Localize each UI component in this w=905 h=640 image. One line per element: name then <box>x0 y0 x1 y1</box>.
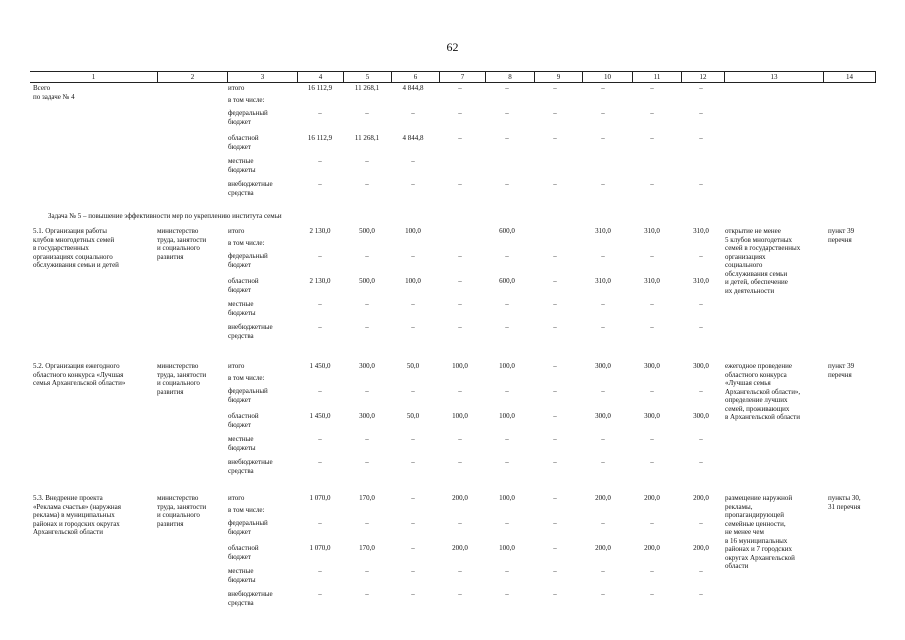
value-cell: – <box>411 435 415 443</box>
value-cell: – <box>505 300 509 308</box>
value-cell: – <box>699 458 703 466</box>
value-cell: – <box>699 567 703 575</box>
funding-source: местные бюджеты <box>228 435 256 452</box>
value-cell: – <box>505 567 509 575</box>
value-cell: 11 268,1 <box>354 84 380 92</box>
value-cell: 310,0 <box>595 277 611 285</box>
value-cell: 200,0 <box>644 494 660 502</box>
value-cell: 100,0 <box>452 362 468 370</box>
value-cell: – <box>318 109 322 117</box>
value-cell: – <box>365 590 369 598</box>
value-cell: 2 130,0 <box>309 227 331 235</box>
value-cell: – <box>458 458 462 466</box>
funding-source: внебюджетные средства <box>228 590 273 607</box>
value-cell: – <box>458 567 462 575</box>
value-cell: 300,0 <box>359 362 375 370</box>
value-cell: – <box>601 109 605 117</box>
value-cell: 310,0 <box>693 227 709 235</box>
value-cell: 500,0 <box>359 227 375 235</box>
funding-source: итого <box>228 494 245 502</box>
value-cell: – <box>650 134 654 142</box>
value-cell: 16 112,9 <box>307 134 333 142</box>
header-cell: 8 <box>485 72 534 82</box>
value-cell: – <box>553 134 557 142</box>
value-cell: – <box>365 157 369 165</box>
value-cell: – <box>458 134 462 142</box>
value-cell: – <box>553 544 557 552</box>
value-cell: 300,0 <box>644 412 660 420</box>
value-cell: – <box>505 387 509 395</box>
measure-name: 5.3. Внедрение проекта «Реклама счастья» (наружная реклама) в муниципальных районах и городских округах Архангельской области <box>33 494 121 536</box>
funding-source: внебюджетные средства <box>228 458 273 475</box>
value-cell: – <box>318 435 322 443</box>
funding-source: в том числе: <box>228 96 265 104</box>
funding-source: итого <box>228 84 245 92</box>
value-cell: – <box>318 387 322 395</box>
reference: пункт 39 перечня <box>828 227 855 244</box>
value-cell: 170,0 <box>359 544 375 552</box>
value-cell: 4 844,8 <box>402 84 424 92</box>
value-cell: – <box>699 300 703 308</box>
value-cell: – <box>650 435 654 443</box>
page-number: 62 <box>446 40 459 54</box>
value-cell: – <box>650 458 654 466</box>
funding-source: внебюджетные средства <box>228 323 273 340</box>
header-cell: 12 <box>681 72 724 82</box>
executor: министерство труда, занятости и социального развития <box>157 362 207 396</box>
value-cell: 16 112,9 <box>307 84 333 92</box>
executor: министерство труда, занятости и социального развития <box>157 227 207 261</box>
value-cell: – <box>318 323 322 331</box>
value-cell: – <box>365 300 369 308</box>
value-cell: – <box>553 323 557 331</box>
value-cell: – <box>699 180 703 188</box>
value-cell: – <box>650 323 654 331</box>
value-cell: – <box>553 109 557 117</box>
value-cell: – <box>505 134 509 142</box>
value-cell: – <box>458 387 462 395</box>
value-cell: – <box>601 519 605 527</box>
value-cell: 300,0 <box>595 362 611 370</box>
value-cell: – <box>318 567 322 575</box>
value-cell: 200,0 <box>595 544 611 552</box>
funding-source: местные бюджеты <box>228 300 256 317</box>
value-cell: – <box>553 277 557 285</box>
value-cell: – <box>650 84 654 92</box>
value-cell: – <box>505 323 509 331</box>
value-cell: 300,0 <box>644 362 660 370</box>
value-cell: 310,0 <box>644 277 660 285</box>
value-cell: – <box>553 435 557 443</box>
value-cell: 300,0 <box>693 412 709 420</box>
value-cell: 100,0 <box>405 277 421 285</box>
value-cell: – <box>553 387 557 395</box>
value-cell: – <box>411 458 415 466</box>
reference: пункт 39 перечня <box>828 362 855 379</box>
value-cell: 300,0 <box>693 362 709 370</box>
value-cell: 11 268,1 <box>354 134 380 142</box>
value-cell: – <box>553 519 557 527</box>
value-cell: – <box>601 458 605 466</box>
value-cell: – <box>650 567 654 575</box>
value-cell: 300,0 <box>359 412 375 420</box>
value-cell: – <box>601 134 605 142</box>
header-cell: 14 <box>823 72 876 82</box>
value-cell: – <box>411 494 415 502</box>
value-cell: – <box>505 252 509 260</box>
value-cell: – <box>553 84 557 92</box>
value-cell: – <box>553 494 557 502</box>
expected-result: ежегодное проведение областного конкурса «Лучшая семья Архангельской области», определение лучших семей, проживающих в Архангельской области <box>725 362 801 421</box>
value-cell: 100,0 <box>452 412 468 420</box>
value-cell: – <box>505 458 509 466</box>
header-cell: 7 <box>439 72 485 82</box>
value-cell: – <box>601 180 605 188</box>
value-cell: – <box>318 300 322 308</box>
value-cell: – <box>365 519 369 527</box>
value-cell: – <box>365 387 369 395</box>
value-cell: – <box>601 323 605 331</box>
expected-result: открытие не менее 5 клубов многодетных семей в государственных организациях социального обслуживания семьи и детей, обеспечение их деятельности <box>725 227 801 295</box>
value-cell: 1 450,0 <box>309 362 331 370</box>
expected-result: размещение наружной рекламы, пропагандирующей семейные ценности, не менее чем в 16 муниципальных районах и 7 городских округах Архангельской области <box>725 494 795 570</box>
header-cell: 3 <box>227 72 297 82</box>
header-cell: 2 <box>157 72 227 82</box>
value-cell: – <box>411 590 415 598</box>
value-cell: – <box>411 519 415 527</box>
value-cell: 4 844,8 <box>402 134 424 142</box>
task-5-title: Задача № 5 – повышение эффективности мер по укреплению института семьи <box>48 212 282 220</box>
value-cell: – <box>318 252 322 260</box>
value-cell: 310,0 <box>693 277 709 285</box>
value-cell: – <box>699 252 703 260</box>
value-cell: – <box>365 458 369 466</box>
value-cell: – <box>699 387 703 395</box>
value-cell: 200,0 <box>452 544 468 552</box>
value-cell: – <box>699 84 703 92</box>
measure-name: Всего по задаче № 4 <box>33 84 75 101</box>
value-cell: – <box>650 519 654 527</box>
value-cell: – <box>553 458 557 466</box>
value-cell: – <box>318 458 322 466</box>
value-cell: 100,0 <box>499 362 515 370</box>
value-cell: – <box>318 157 322 165</box>
value-cell: 1 070,0 <box>309 544 331 552</box>
value-cell: – <box>505 435 509 443</box>
value-cell: – <box>411 567 415 575</box>
value-cell: – <box>318 180 322 188</box>
value-cell: 100,0 <box>499 494 515 502</box>
table-header <box>30 71 876 83</box>
value-cell: – <box>553 590 557 598</box>
value-cell: – <box>553 362 557 370</box>
value-cell: – <box>458 590 462 598</box>
value-cell: 600,0 <box>499 227 515 235</box>
value-cell: – <box>411 252 415 260</box>
value-cell: – <box>699 323 703 331</box>
value-cell: – <box>505 590 509 598</box>
value-cell: – <box>505 109 509 117</box>
value-cell: – <box>458 84 462 92</box>
value-cell: – <box>601 435 605 443</box>
header-cell: 1 <box>91 73 96 81</box>
value-cell: 100,0 <box>499 412 515 420</box>
funding-source: местные бюджеты <box>228 157 256 174</box>
funding-source: областной бюджет <box>228 134 259 151</box>
value-cell: – <box>650 590 654 598</box>
value-cell: – <box>365 180 369 188</box>
value-cell: – <box>458 435 462 443</box>
reference: пункты 30, 31 перечня <box>828 494 861 511</box>
executor: министерство труда, занятости и социального развития <box>157 494 207 528</box>
value-cell: 200,0 <box>595 494 611 502</box>
value-cell: – <box>458 519 462 527</box>
value-cell: 200,0 <box>644 544 660 552</box>
value-cell: – <box>699 435 703 443</box>
value-cell: – <box>650 180 654 188</box>
value-cell: – <box>458 323 462 331</box>
value-cell: 600,0 <box>499 277 515 285</box>
value-cell: – <box>365 567 369 575</box>
value-cell: – <box>411 323 415 331</box>
funding-source: федеральный бюджет <box>228 387 268 404</box>
value-cell: – <box>699 590 703 598</box>
funding-source: федеральный бюджет <box>228 109 268 126</box>
value-cell: – <box>411 544 415 552</box>
value-cell: 100,0 <box>405 227 421 235</box>
value-cell: – <box>650 387 654 395</box>
value-cell: – <box>699 109 703 117</box>
value-cell: – <box>318 590 322 598</box>
value-cell: – <box>458 109 462 117</box>
funding-source: внебюджетные средства <box>228 180 273 197</box>
header-cell: 5 <box>343 72 391 82</box>
value-cell: 300,0 <box>595 412 611 420</box>
value-cell: – <box>411 180 415 188</box>
value-cell: 200,0 <box>693 544 709 552</box>
value-cell: – <box>650 109 654 117</box>
value-cell: – <box>553 252 557 260</box>
value-cell: – <box>601 567 605 575</box>
value-cell: – <box>318 519 322 527</box>
value-cell: – <box>365 109 369 117</box>
value-cell: – <box>365 435 369 443</box>
value-cell: – <box>601 590 605 598</box>
measure-name: 5.2. Организация ежегодного областного конкурса «Лучшая семья Архангельской области» <box>33 362 126 387</box>
value-cell: – <box>553 180 557 188</box>
funding-source: в том числе: <box>228 506 265 514</box>
value-cell: 200,0 <box>452 494 468 502</box>
value-cell: – <box>411 157 415 165</box>
value-cell: – <box>553 567 557 575</box>
funding-source: областной бюджет <box>228 412 259 429</box>
value-cell: 310,0 <box>595 227 611 235</box>
value-cell: – <box>553 300 557 308</box>
value-cell: – <box>411 109 415 117</box>
value-cell: 50,0 <box>406 362 420 370</box>
value-cell: 2 130,0 <box>309 277 331 285</box>
value-cell: 500,0 <box>359 277 375 285</box>
value-cell: – <box>505 84 509 92</box>
value-cell: 1 450,0 <box>309 412 331 420</box>
funding-source: в том числе: <box>228 239 265 247</box>
value-cell: – <box>365 323 369 331</box>
value-cell: 310,0 <box>644 227 660 235</box>
value-cell: – <box>411 387 415 395</box>
value-cell: – <box>699 519 703 527</box>
header-cell: 10 <box>582 72 632 82</box>
value-cell: – <box>601 84 605 92</box>
funding-source: федеральный бюджет <box>228 252 268 269</box>
value-cell: 1 070,0 <box>309 494 331 502</box>
value-cell: – <box>650 252 654 260</box>
value-cell: – <box>365 252 369 260</box>
funding-source: федеральный бюджет <box>228 519 268 536</box>
value-cell: – <box>601 300 605 308</box>
value-cell: – <box>650 300 654 308</box>
funding-source: областной бюджет <box>228 544 259 561</box>
funding-source: итого <box>228 362 245 370</box>
value-cell: – <box>458 277 462 285</box>
funding-source: итого <box>228 227 245 235</box>
funding-source: в том числе: <box>228 374 265 382</box>
funding-source: местные бюджеты <box>228 567 256 584</box>
value-cell: 170,0 <box>359 494 375 502</box>
header-cell: 9 <box>534 72 582 82</box>
value-cell: – <box>411 300 415 308</box>
header-cell: 6 <box>391 72 439 82</box>
header-cell: 11 <box>632 72 681 82</box>
value-cell: – <box>458 180 462 188</box>
value-cell: – <box>458 252 462 260</box>
value-cell: 50,0 <box>406 412 420 420</box>
value-cell: – <box>505 519 509 527</box>
funding-source: областной бюджет <box>228 277 259 294</box>
value-cell: 200,0 <box>693 494 709 502</box>
value-cell: – <box>553 412 557 420</box>
value-cell: – <box>505 180 509 188</box>
value-cell: – <box>601 387 605 395</box>
value-cell: – <box>699 134 703 142</box>
header-cell: 4 <box>297 72 343 82</box>
value-cell: – <box>458 300 462 308</box>
value-cell: 100,0 <box>499 544 515 552</box>
header-cell: 13 <box>724 72 823 82</box>
value-cell: – <box>601 252 605 260</box>
measure-name: 5.1. Организация работы клубов многодетных семей в государственных организациях социального обслуживания семьи и детей <box>33 227 119 269</box>
